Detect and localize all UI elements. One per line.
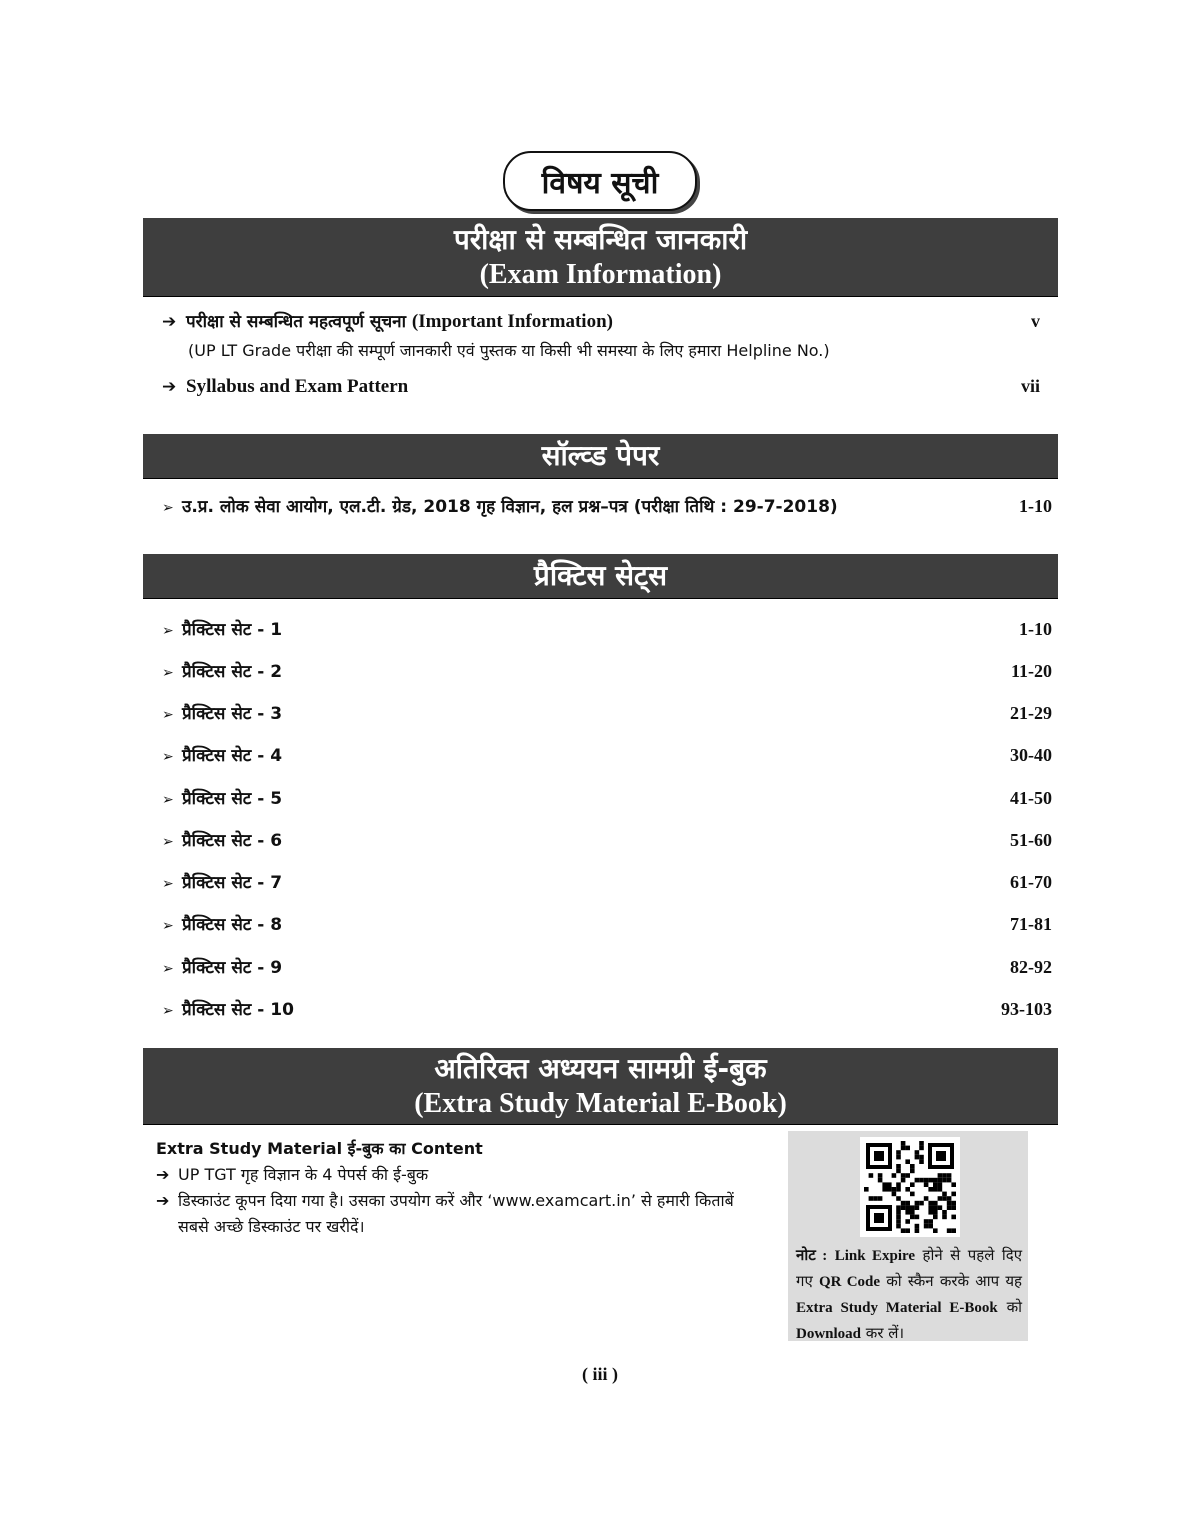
bullet-icon: ➢ (162, 1003, 174, 1019)
toc-row-page: 71-81 (1010, 914, 1052, 934)
qr-code[interactable] (860, 1137, 960, 1237)
toc-row-page: 11-20 (1010, 661, 1052, 681)
toc-row-label: प्रैक्टिस सेट - 9 (182, 958, 283, 978)
toc-row-label: परीक्षा से सम्बन्धित महत्वपूर्ण सूचना (186, 312, 406, 332)
extra-bullet (156, 1188, 766, 1240)
toc-row-page: vii (1020, 376, 1040, 396)
extra-content-heading: Extra Study Material ई-बुक का Content (156, 1139, 483, 1158)
toc-row-practice-set[interactable] (162, 701, 1052, 724)
toc-row-page: 82-92 (1010, 957, 1052, 977)
toc-row-note: (UP LT Grade परीक्षा की सम्पूर्ण जानकारी एवं पुस्तक या किसी भी समस्या के लिए हमारा Helpline No.) (188, 341, 830, 360)
qr-panel (788, 1131, 1028, 1341)
section-title-hi: अतिरिक्त अध्ययन सामग्री ई-बुक (434, 1052, 767, 1085)
section-title-en: (Extra Study Material E-Book) (414, 1088, 787, 1119)
toc-row-page: 1-10 (1019, 619, 1052, 639)
bullet-icon: ➢ (162, 749, 174, 765)
toc-row-important-info[interactable] (162, 309, 1052, 333)
toc-row-label: प्रैक्टिस सेट - 1 (182, 620, 283, 640)
section-header-solved (143, 434, 1058, 479)
toc-row-page: 61-70 (1010, 872, 1052, 892)
bullet-icon: ➢ (162, 876, 174, 892)
toc-row-label-en: (Important Information) (411, 311, 613, 332)
toc-row-label: प्रैक्टिस सेट - 6 (182, 831, 283, 851)
section-title-hi: परीक्षा से सम्बन्धित जानकारी (453, 223, 748, 256)
extra-bullet-text: डिस्काउंट कूपन दिया गया है। उसका उपयोग करें और ‘www.examcart.in’ से हमारी किताबें सबसे अच्छे डिस्काउंट पर खरीदें। (178, 1191, 734, 1236)
section-title: सॉल्व्ड पेपर (541, 439, 660, 472)
extra-content (156, 1136, 766, 1240)
bullet-icon: ➢ (162, 665, 174, 681)
page-number: ( iii ) (582, 1364, 618, 1384)
toc-row-page: 93-103 (1001, 999, 1052, 1019)
section-title: प्रैक्टिस सेट्स (533, 559, 668, 592)
toc-row-label: प्रैक्टिस सेट - 3 (182, 704, 283, 724)
toc-row-practice-set[interactable] (162, 659, 1052, 682)
toc-row-label: Syllabus and Exam Pattern (186, 376, 409, 397)
toc-row-practice-set[interactable] (162, 617, 1052, 640)
toc-row-label: प्रैक्टिस सेट - 8 (182, 915, 283, 935)
extra-bullet (156, 1162, 766, 1188)
toc-row-practice-set[interactable] (162, 870, 1052, 893)
toc-row-label: उ.प्र. लोक सेवा आयोग, एल.टी. ग्रेड, 2018 गृह विज्ञान, हल प्रश्न–पत्र (परीक्षा तिथि : 29-7-2018) (182, 497, 838, 517)
toc-row-practice-set[interactable] (162, 912, 1052, 935)
toc-row-label: प्रैक्टिस सेट - 7 (182, 873, 283, 893)
toc-row-practice-set[interactable] (162, 743, 1052, 766)
arrow-icon: ➔ (156, 1165, 170, 1184)
bullet-icon: ➢ (162, 623, 174, 639)
toc-row-label: प्रैक्टिस सेट - 2 (182, 662, 283, 682)
arrow-icon: ➔ (162, 312, 177, 332)
toc-row-page: 51-60 (1010, 830, 1052, 850)
toc-row-page: 30-40 (1010, 745, 1052, 765)
toc-row-practice-set[interactable] (162, 955, 1052, 978)
qr-note: नोट : Link Expire होने से पहले दिए गए QR Code को स्कैन करके आप यह Extra Study Material E-Book को Download कर लें। (796, 1246, 1022, 1342)
toc-row-solved-paper[interactable] (162, 494, 1052, 517)
bullet-icon: ➢ (162, 707, 174, 723)
bullet-icon: ➢ (162, 500, 174, 516)
section-header-practice (143, 554, 1058, 599)
toc-row-syllabus[interactable] (162, 376, 1052, 398)
toc-row-page: 21-29 (1010, 703, 1052, 723)
extra-bullet-text: UP TGT गृह विज्ञान के 4 पेपर्स की ई-बुक (178, 1165, 429, 1184)
qr-note-label: नोट : (796, 1248, 828, 1264)
toc-row-label: प्रैक्टिस सेट - 5 (182, 789, 283, 809)
page-title: विषय सूची (503, 151, 697, 211)
toc-row-label: प्रैक्टिस सेट - 4 (182, 746, 283, 766)
section-title-en: (Exam Information) (479, 259, 722, 290)
bullet-icon: ➢ (162, 792, 174, 808)
toc-row-practice-set[interactable] (162, 786, 1052, 809)
section-header-extra (143, 1048, 1058, 1125)
arrow-icon: ➔ (162, 377, 177, 397)
bullet-icon: ➢ (162, 961, 174, 977)
bullet-icon: ➢ (162, 918, 174, 934)
toc-row-practice-set[interactable] (162, 997, 1052, 1020)
toc-row-page: v (1031, 311, 1040, 331)
toc-row-page: 41-50 (1010, 788, 1052, 808)
section-header-exam-info (143, 218, 1058, 297)
toc-row-practice-set[interactable] (162, 828, 1052, 851)
bullet-icon: ➢ (162, 834, 174, 850)
arrow-icon: ➔ (156, 1191, 170, 1210)
toc-row-label: प्रैक्टिस सेट - 10 (182, 1000, 294, 1020)
toc-row-page: 1-10 (1019, 496, 1052, 516)
